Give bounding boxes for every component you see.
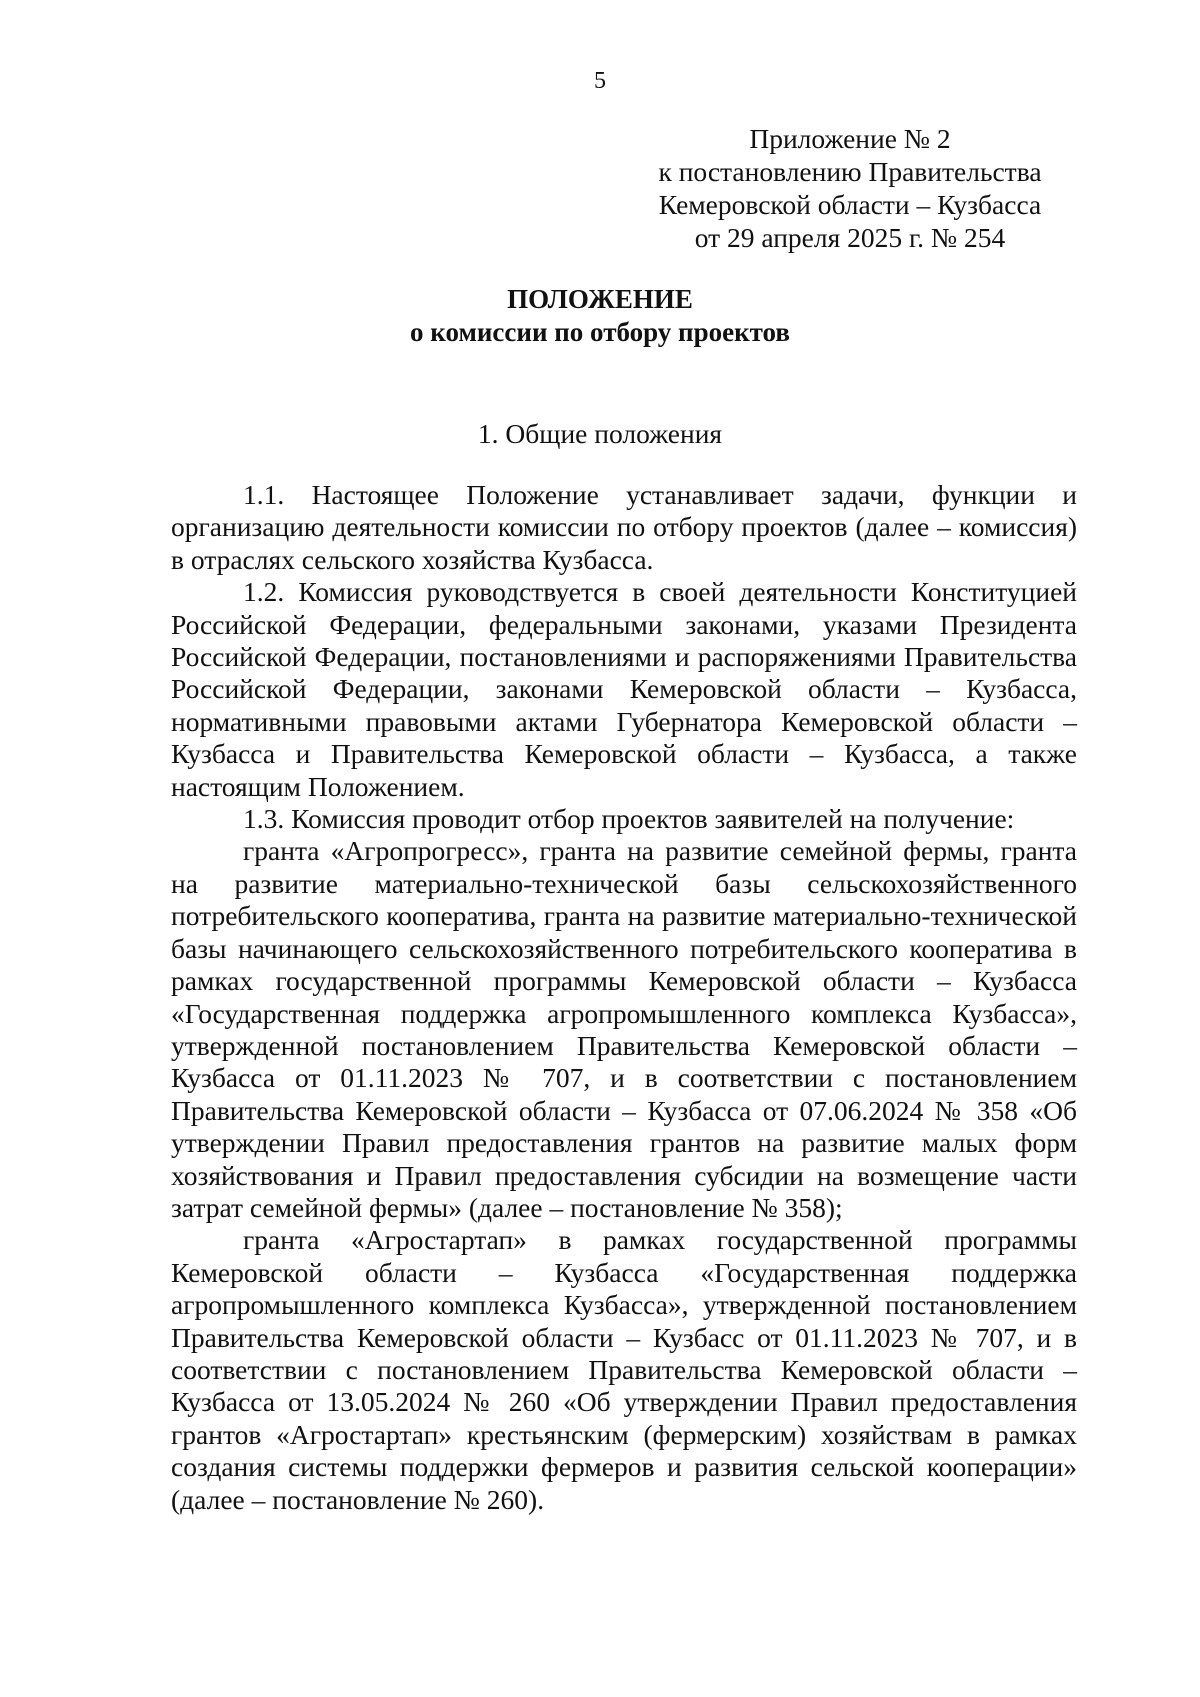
paragraph-1-3: 1.3. Комиссия проводит отбор проектов заявителей на получение: — [243, 803, 1015, 835]
document-title — [0, 283, 1200, 349]
title-sub: о комиссии по отбору проектов — [410, 317, 790, 347]
page-number: 5 — [594, 68, 606, 94]
paragraph-1-2: 1.2. Комиссия руководствуется в своей деятельности Конституцией Российской Федерации, федеральными законами, указами Президента Российской Федерации, постановлениями и распоряжениями Правительства Российской Федерации, законами Кемеровской области – Кузбасса, нормативными правовыми актами Губернатора Кемеровской области – Кузбасса и Правительства Кемеровской области – Кузбасса, а также настоящим Положением. — [171, 576, 1077, 802]
appendix-header — [640, 122, 1060, 254]
appendix-line-number: Приложение № 2 — [749, 123, 951, 154]
appendix-line-region: Кемеровской области – Кузбасса — [658, 189, 1042, 220]
body-text — [171, 479, 1077, 1516]
section-heading: 1. Общие положения — [477, 418, 723, 449]
paragraph-grant-agroprogress: гранта «Агропрогресс», гранта на развитие семейной фермы, гранта на развитие материально-технической базы сельскохозяйственного потребительского кооператива, гранта на развитие материально-технической базы начинающего сельскохозяйственного потребительского кооператива в рамках государственной программы Кемеровской области – Кузбасса «Государственная поддержка агропромышленного комплекса Кузбасса», утвержденной постановлением Правительства Кемеровской области – Кузбасса от 01.11.2023 № 707, и в соответствии с постановлением Правительства Кемеровской области – Кузбасса от 07.06.2024 № 358 «Об утверждении Правил предоставления грантов на развитие малых форм хозяйствования и Правил предоставления субсидии на возмещение части затрат семейной фермы» (далее – постановление № 358); — [171, 835, 1077, 1223]
paragraph-1-1: 1.1. Настоящее Положение устанавливает задачи, функции и организацию деятельности комиссии по отбору проектов (далее – комиссия) в отраслях сельского хозяйства Кузбасса. — [171, 479, 1077, 575]
title-main: ПОЛОЖЕНИЕ — [507, 284, 693, 314]
appendix-line-date: от 29 апреля 2025 г. № 254 — [694, 222, 1006, 253]
paragraph-grant-agrostartap: гранта «Агростартап» в рамках государственной программы Кемеровской области – Кузбасса «Государственная поддержка агропромышленного комплекса Кузбасса», утвержденной постановлением Правительства Кемеровской области – Кузбасс от 01.11.2023 № 707, и в соответствии с постановлением Правительства Кемеровской области – Кузбасса от 13.05.2024 № 260 «Об утверждении Правил предоставления грантов «Агростартап» крестьянским (фермерским) хозяйствам в рамках создания системы поддержки фермеров и развития сельской кооперации» (далее – постановление № 260). — [171, 1224, 1077, 1515]
appendix-line-resolution: к постановлению Правительства — [658, 156, 1042, 187]
